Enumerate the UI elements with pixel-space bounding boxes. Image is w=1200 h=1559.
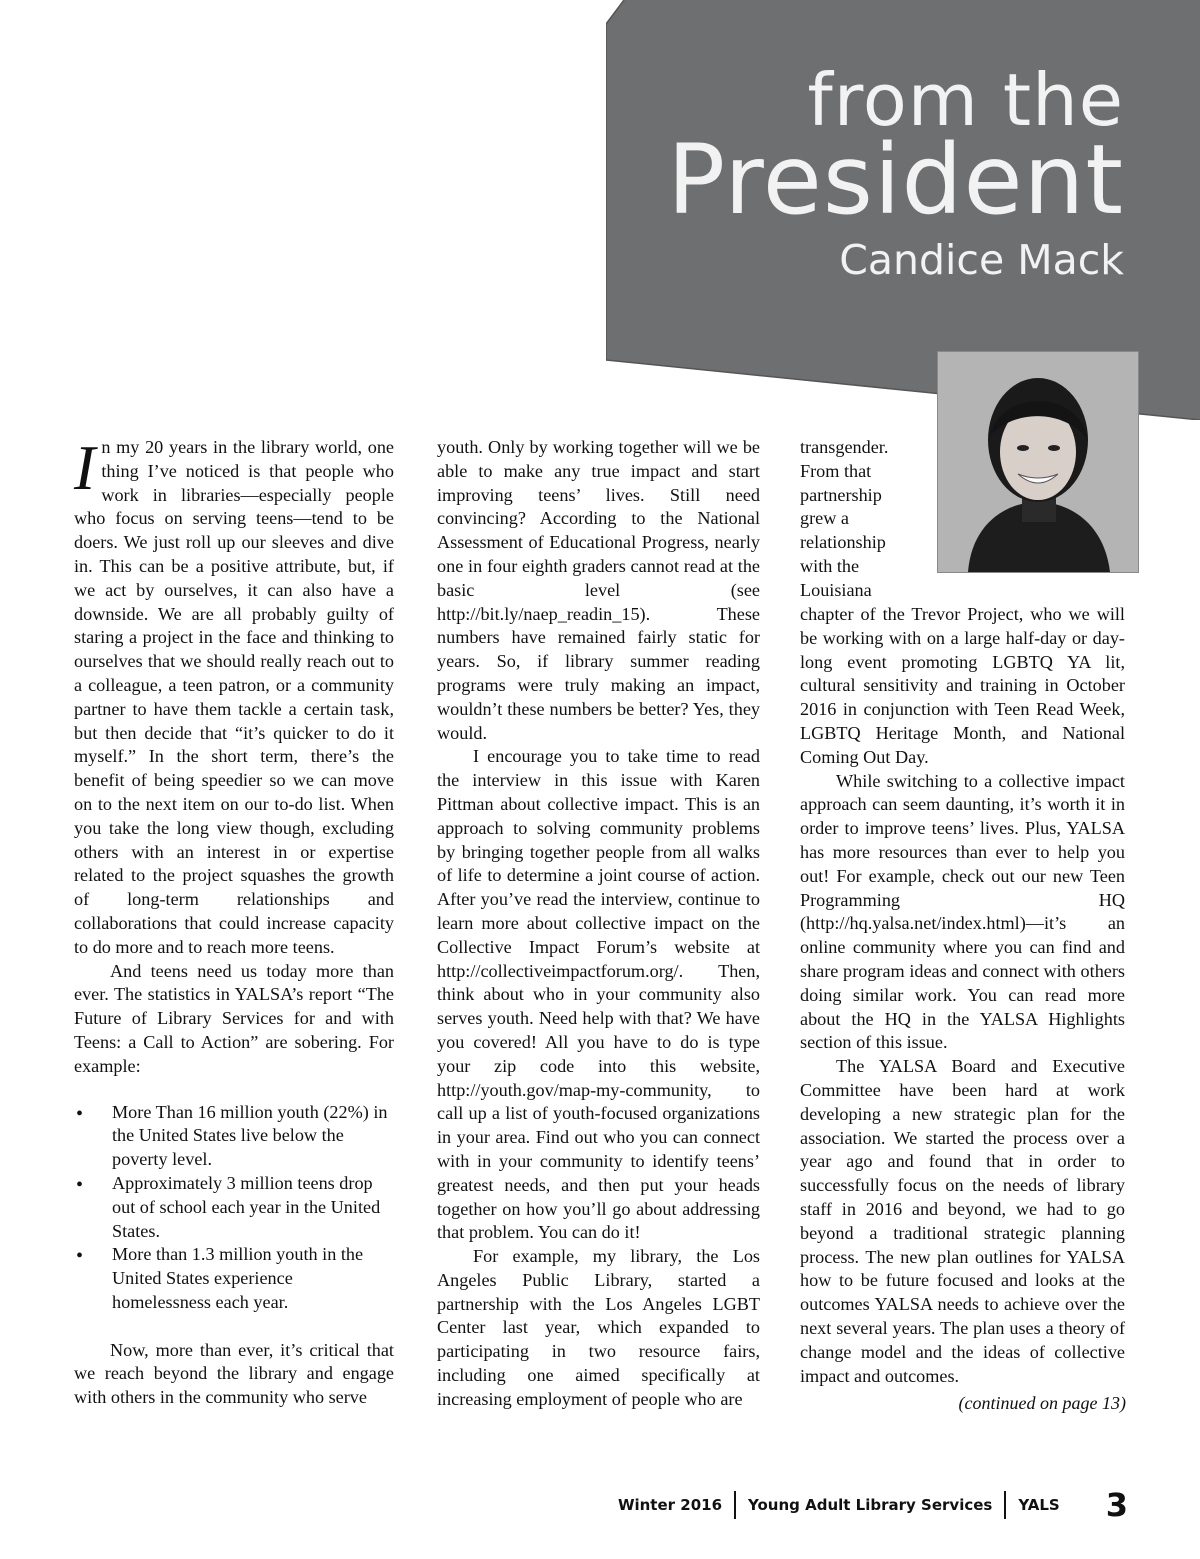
footer-publication: Young Adult Library Services (748, 1496, 993, 1514)
list-item-text: More Than 16 million youth (22%) in the United States live below the poverty level. (112, 1101, 388, 1170)
paragraph: For example, my library, the Los Angeles Public Library, started a partnership with the Los Angeles LGBT Center last year, which expanded to participating in two resource fairs, including one aimed specifically at increasing employment of people who are (437, 1246, 760, 1409)
portrait-photo-icon (938, 352, 1138, 572)
article-column-1 (74, 432, 394, 1410)
bullet-icon: • (76, 1102, 84, 1125)
header-line-from-the: from the (807, 58, 1124, 142)
list-item (74, 1243, 394, 1314)
paragraph: I encourage you to take time to read the interview in this issue with Karen Pittman about collective impact. This is an approach to solving community problems by bringing together people from all walks of life to determine a joint course of action. After you’ve read the interview, continue to learn more about collective impact on the Collective Impact Forum’s website at http://collectiveimpactforum.org/. Then, think about who in your community also serves youth. Need help with that? We have you covered! All you have to do is type your zip code into this website, http://youth.gov/map-my-community, to call up a list of youth-focused organizations in your area. Find out who you can connect with in your community to identify teens’ greatest needs, and then put your heads together on how you’ll go about addressing that problem. You can do it! (437, 746, 760, 1243)
paragraph: The YALSA Board and Executive Committee have been hard at work developing a new strategic plan for the association. We started the process over a year ago and found that in order to successfully focus on the needs of library staff in 2016 and beyond, we had to go beyond a traditional strategic planning process. The new plan outlines for YALSA how to be future focused and looks at the outcomes YALSA needs to achieve over the next several years. The plan uses a theory of change model and the ideas of collective impact and outcomes. (800, 1056, 1125, 1386)
footer-divider (1004, 1491, 1006, 1519)
statistics-list (74, 1101, 394, 1315)
footer-abbrev: YALS (1018, 1496, 1060, 1514)
paragraph: chapter of the Trevor Project, who we will be working with on a large half-day or day-long event promoting LGBTQ YA lit, cultural sensitivity and training in October 2016 in conjunction with Teen Read Week, LGBTQ Heritage Month, and National Coming Out Day. (800, 604, 1125, 767)
footer-issue: Winter 2016 (617, 1496, 723, 1514)
paragraph: youth. Only by working together will we be able to make any true impact and start improving teens’ lives. Still need convincing? According to the National Assessment of Educational Progress, nearly one in four eighth graders cannot read at the basic level (see http://bit.ly/naep_readin_15). These numbers have remained fairly static for years. So, if library summer reading programs were truly making an impact, wouldn’t these numbers be better? Yes, they would. (437, 437, 760, 743)
article-column-3-narrow: transgender. From that partnership grew a relationship with the Louisiana (800, 437, 889, 600)
author-photo (937, 351, 1139, 573)
article-column-3 (800, 603, 1125, 1388)
bullet-icon: • (76, 1245, 84, 1268)
header-line-president: President (667, 124, 1124, 236)
page-number: 3 (1105, 1486, 1128, 1524)
list-item (74, 1172, 394, 1243)
paragraph: While switching to a collective impact approach can seem daunting, it’s worth it in order to improve teens’ lives. Plus, YALSA has more resources than ever to help you out! For example, check out our new Teen Programming HQ (http://hq.yalsa.net/index.html)—it’s an online community where you can find and share program ideas and connect with others doing similar work. You can read more about the HQ in the YALSA Highlights section of this issue. (800, 770, 1125, 1053)
page-footer (618, 1488, 1128, 1522)
list-item (74, 1101, 394, 1172)
paragraph: Now, more than ever, it’s critical that we reach beyond the library and engage with others in the community who serve (74, 1339, 394, 1408)
footer-divider (734, 1491, 736, 1519)
list-item-text: More than 1.3 million youth in the United States experience homelessness each year. (112, 1244, 364, 1312)
bullet-icon: • (76, 1173, 84, 1196)
list-item-text: Approximately 3 million teens drop out of school each year in the United States. (112, 1172, 381, 1241)
author-name: Candice Mack (839, 236, 1124, 284)
drop-cap: I (74, 432, 96, 503)
continued-note: (continued on page 13) (958, 1393, 1126, 1413)
paragraph: And teens need us today more than ever. The statistics in YALSA’s report “The Future of Library Services for and with Teens: a Call to Action” are sobering. For example: (74, 960, 394, 1076)
paragraph (74, 432, 394, 960)
paragraph-text: n my 20 years in the library world, one thing I’ve noticed is that people who work in libraries—especially people who focus on serving teens—tend to be doers. We just roll up our sleeves and dive in. This can be a positive attribute, but, if we act by ourselves, it can also have a downside. We are all probably guilty of staring a project in the face and thinking to ourselves that we should really reach out to a colleague, a teen patron, or a community partner to have them tackle a certain task, but then decide that “it’s quicker to do it myself.” In the short term, there’s the benefit of being speedier so we can move on to the next item on our to-do list. When you take the long view though, excluding others with an interest in or expertise related to the project squashes the growth of long-term relationships and collaborations that could increase capacity to do more and to reach more teens. (74, 437, 394, 957)
article-column-2 (437, 436, 760, 1412)
